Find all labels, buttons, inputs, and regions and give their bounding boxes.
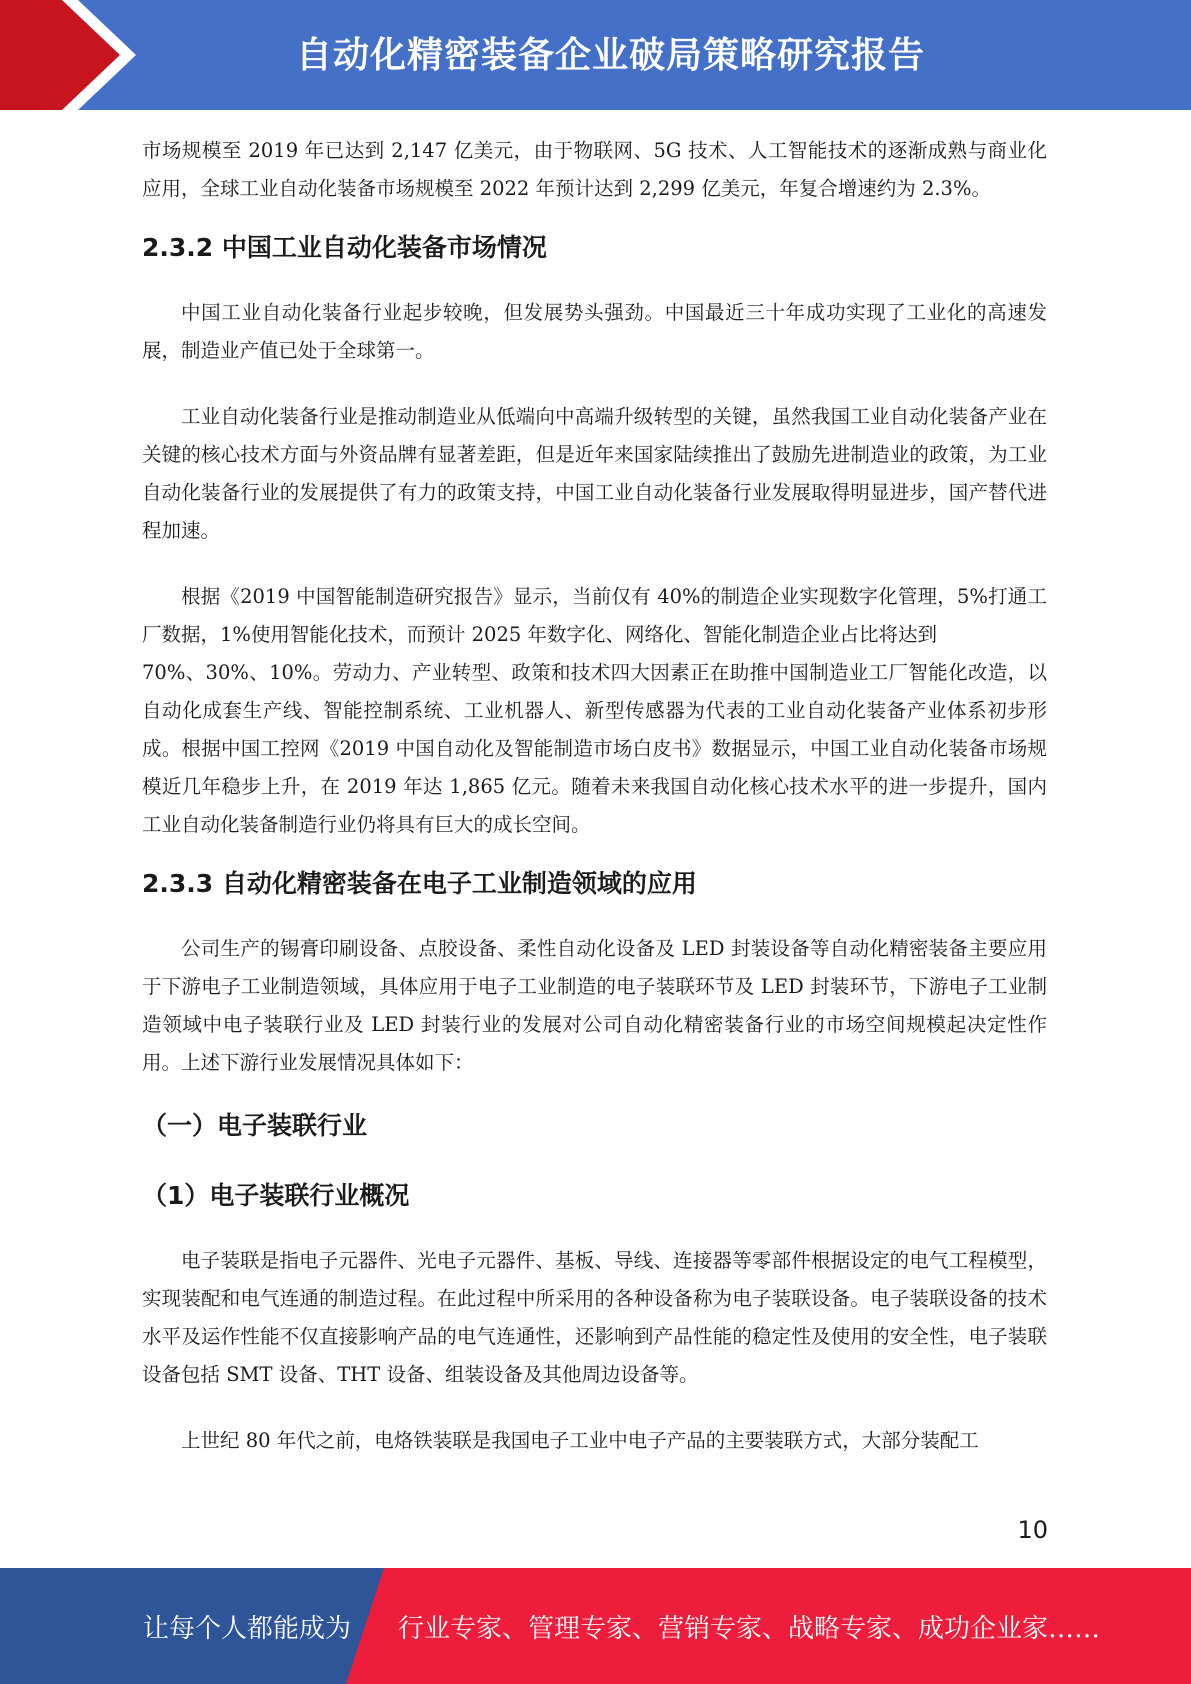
- page-body: [142, 132, 1047, 1460]
- page-number: 10: [1017, 1516, 1048, 1544]
- paragraph-company-products: 公司生产的锡膏印刷设备、点胶设备、柔性自动化设备及 LED 封装设备等自动化精密装备主要应用于下游电子工业制造领域，具体应用于电子工业制造的电子装联环节及 LED 封装环节，下游电子工业制造领域中电子装联行业及 LED 封装行业的发展对公司自动化精密装备行业的市场空间规模起决定性作用。上述下游行业发展情况具体如下：: [142, 937, 1047, 1074]
- footer-slogan-left: 让每个人都能成为: [143, 1613, 352, 1644]
- paragraph-electronic-assembly-definition: 电子装联是指电子元器件、光电子元器件、基板、导线、连接器等零部件根据设定的电气工程模型，实现装配和电气连通的制造过程。在此过程中所采用的各种设备称为电子装联设备。电子装联设备的技术水平及运作性能不仅直接影响产品的电气连通性，还影响到产品性能的稳定性及使用的安全性，电子装联设备包括 SMT 设备、THT 设备、组装设备及其他周边设备等。: [142, 1249, 1047, 1386]
- subheading-electronic-assembly: （一）电子装联行业: [142, 1111, 368, 1140]
- paragraph-history: 上世纪 80 年代之前，电烙铁装联是我国电子工业中电子产品的主要装联方式，大部分装配工: [181, 1429, 979, 1452]
- page-header: [0, 0, 1191, 110]
- section-heading-2-3-2: 2.3.2 中国工业自动化装备市场情况: [142, 233, 547, 262]
- paragraph-industry-upgrade: 工业自动化装备行业是推动制造业从低端向中高端升级转型的关键，虽然我国工业自动化装备产业在关键的核心技术方面与外资品牌有显著差距，但是近年来国家陆续推出了鼓励先进制造业的政策，为工业自动化装备行业的发展提供了有力的政策支持，中国工业自动化装备行业发展取得明显进步，国产替代进程加速。: [142, 405, 1047, 542]
- paragraph-intelligent-manufacturing-b: 70%、30%、10%。劳动力、产业转型、政策和技术四大因素正在助推中国制造业工厂智能化改造，以自动化成套生产线、智能控制系统、工业机器人、新型传感器为代表的工业自动化装备产业体系初步形成。根据中国工控网《2019 中国自动化及智能制造市场白皮书》数据显示，中国工业自动化装备市场规模近几年稳步上升，在 2019 年达 1,865 亿元。随着未来我国自动化核心技术水平的进一步提升，国内工业自动化装备制造行业仍将具有巨大的成长空间。: [142, 661, 1047, 836]
- paragraph-china-overview: 中国工业自动化装备行业起步较晚，但发展势头强劲。中国最近三十年成功实现了工业化的高速发展，制造业产值已处于全球第一。: [142, 301, 1047, 362]
- paragraph-intelligent-manufacturing-a: 根据《2019 中国智能制造研究报告》显示，当前仅有 40%的制造企业实现数字化管理，5%打通工厂数据，1%使用智能化技术，而预计 2025 年数字化、网络化、智能化制造企业占比将达到: [142, 585, 1047, 646]
- section-heading-2-3-3: 2.3.3 自动化精密装备在电子工业制造领域的应用: [142, 869, 697, 898]
- footer-slogan-right: 行业专家、管理专家、营销专家、战略专家、成功企业家……: [398, 1613, 1101, 1644]
- paragraph-market-global: 市场规模至 2019 年已达到 2,147 亿美元，由于物联网、5G 技术、人工智能技术的逐渐成熟与商业化应用，全球工业自动化装备市场规模至 2022 年预计达到 2,299 亿美元，年复合增速约为 2.3%。: [142, 139, 1047, 200]
- subheading-electronic-assembly-overview: （1）电子装联行业概况: [142, 1181, 410, 1210]
- page-footer: [0, 1568, 1191, 1684]
- report-title: 自动化精密装备企业破局策略研究报告: [295, 34, 925, 76]
- header-arrow-decoration: [0, 0, 160, 110]
